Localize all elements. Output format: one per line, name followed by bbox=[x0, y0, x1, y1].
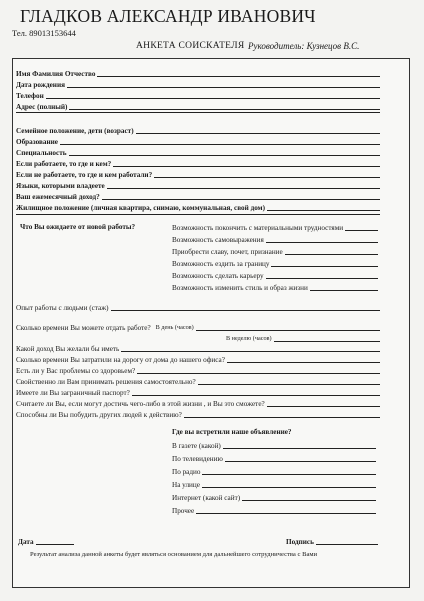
independent-field[interactable] bbox=[198, 384, 380, 385]
address-extra-line[interactable] bbox=[16, 112, 380, 113]
expectation-option-2-label: Возможность самовыражения bbox=[172, 236, 264, 244]
expectation-option-3-label: Приобрести славу, почет, признание bbox=[172, 248, 283, 256]
income-row[interactable] bbox=[16, 190, 380, 201]
signature-row[interactable] bbox=[286, 535, 378, 546]
expectation-option-3-field[interactable] bbox=[285, 254, 378, 255]
full-name-row[interactable] bbox=[16, 67, 380, 78]
specialty-row[interactable] bbox=[16, 146, 380, 157]
passport-row[interactable] bbox=[16, 386, 380, 397]
languages-row[interactable] bbox=[16, 179, 380, 190]
expectation-option-1-label: Возможность покончить с материальными трудностями bbox=[172, 224, 344, 232]
specialty-field[interactable] bbox=[69, 155, 380, 156]
source-newspaper-label: В газете (какой) bbox=[172, 442, 221, 450]
source-internet-label: Интернет (какой сайт) bbox=[172, 494, 241, 502]
expectation-option-5-field[interactable] bbox=[266, 278, 378, 279]
date-field[interactable] bbox=[36, 544, 74, 545]
languages-field[interactable] bbox=[107, 188, 380, 189]
source-street-label: На улице bbox=[172, 481, 200, 489]
work-before-label: Если не работаете, то где и кем работали? bbox=[16, 171, 153, 179]
source-tv-label: По телевидению bbox=[172, 455, 223, 463]
income-field[interactable] bbox=[102, 199, 380, 200]
motivate-label: Способны ли Вы побудить других людей к действию? bbox=[16, 411, 182, 419]
source-radio-label: По радио bbox=[172, 468, 201, 476]
source-other-label: Прочее bbox=[172, 507, 195, 515]
income-label: Ваш ежемесячный доход? bbox=[16, 193, 100, 201]
source-question: Где вы встретили наше объявление? bbox=[172, 428, 292, 436]
source-other-field[interactable] bbox=[196, 513, 376, 514]
education-row[interactable] bbox=[16, 135, 380, 146]
desired-income-label: Какой доход Вы желали бы иметь bbox=[16, 345, 120, 353]
independent-label: Свойственно ли Вам принимать решения самостоятельно? bbox=[16, 378, 196, 386]
phone-row[interactable] bbox=[16, 89, 380, 100]
source-other-row[interactable] bbox=[172, 504, 376, 515]
passport-label: Имеете ли Вы заграничный паспорт? bbox=[16, 389, 130, 397]
phone-field[interactable] bbox=[46, 98, 380, 99]
expectation-option-1[interactable] bbox=[172, 221, 378, 232]
address-label: Адрес (полный) bbox=[16, 103, 68, 111]
expectation-option-4-label: Возможность ездить за границу bbox=[172, 260, 270, 268]
per-week-label: В неделю (часов) bbox=[226, 335, 272, 342]
work-before-field[interactable] bbox=[154, 177, 380, 178]
expectations-question: Что Вы ожидаете от новой работы? bbox=[20, 223, 136, 231]
expectation-option-3[interactable] bbox=[172, 245, 378, 256]
source-radio-row[interactable] bbox=[172, 465, 376, 476]
housing-extra-line[interactable] bbox=[16, 214, 380, 215]
housing-field[interactable] bbox=[267, 210, 380, 211]
signature-field[interactable] bbox=[316, 544, 378, 545]
commute-field[interactable] bbox=[227, 362, 380, 363]
date-label: Дата bbox=[18, 538, 34, 546]
achieve-row[interactable] bbox=[16, 397, 380, 408]
education-field[interactable] bbox=[60, 144, 380, 145]
source-radio-field[interactable] bbox=[202, 474, 376, 475]
motivate-row[interactable] bbox=[16, 408, 380, 419]
passport-field[interactable] bbox=[132, 395, 380, 396]
education-label: Образование bbox=[16, 138, 58, 146]
experience-row[interactable] bbox=[16, 301, 380, 312]
full-name-label: Имя Фамилия Отчество bbox=[16, 70, 96, 78]
desired-income-field[interactable] bbox=[121, 351, 380, 352]
independent-row[interactable] bbox=[16, 375, 380, 386]
phone-label: Телефон bbox=[16, 92, 44, 100]
per-day-label: В день (часов) bbox=[155, 324, 194, 331]
expectation-option-4-field[interactable] bbox=[271, 266, 378, 267]
source-tv-field[interactable] bbox=[225, 461, 376, 462]
date-row[interactable] bbox=[18, 535, 74, 546]
family-row[interactable] bbox=[16, 124, 380, 135]
applicant-name: ГЛАДКОВ АЛЕКСАНДР ИВАНОВИЧ bbox=[20, 6, 316, 26]
time-commitment-row[interactable] bbox=[16, 321, 380, 332]
source-internet-row[interactable] bbox=[172, 491, 376, 502]
per-day-field[interactable] bbox=[196, 330, 380, 331]
commute-label: Сколько времени Вы затратили на дорогу от дома до нашего офиса? bbox=[16, 356, 225, 364]
experience-field[interactable] bbox=[111, 310, 380, 311]
applicant-phone: Тел. 89013153644 bbox=[12, 28, 76, 38]
work-before-row[interactable] bbox=[16, 168, 380, 179]
expectation-option-1-field[interactable] bbox=[345, 230, 378, 231]
work-now-field[interactable] bbox=[113, 166, 380, 167]
expectation-option-5-label: Возможность сделать карьеру bbox=[172, 272, 264, 280]
birth-date-row[interactable] bbox=[16, 78, 380, 89]
housing-row[interactable] bbox=[16, 201, 380, 212]
time-commitment-label: Сколько времени Вы можете отдать работе? bbox=[16, 324, 151, 332]
source-newspaper-field[interactable] bbox=[223, 448, 376, 449]
expectation-option-2[interactable] bbox=[172, 233, 378, 244]
source-street-field[interactable] bbox=[202, 487, 376, 488]
languages-label: Языки, которыми владеете bbox=[16, 182, 105, 190]
family-field[interactable] bbox=[136, 133, 380, 134]
health-row[interactable] bbox=[16, 364, 380, 375]
form-title: АНКЕТА СОИСКАТЕЛЯ bbox=[136, 41, 245, 51]
signature-label: Подпись bbox=[286, 538, 314, 546]
full-name-field[interactable] bbox=[97, 76, 380, 77]
source-newspaper-row[interactable] bbox=[172, 439, 376, 450]
health-label: Есть ли у Вас проблемы со здоровьем? bbox=[16, 367, 136, 375]
birth-date-field[interactable] bbox=[67, 87, 380, 88]
birth-date-label: Дата рождения bbox=[16, 81, 65, 89]
address-row[interactable] bbox=[16, 100, 380, 111]
source-tv-row[interactable] bbox=[172, 452, 376, 463]
manager-name: Руководитель: Кузнецов В.С. bbox=[248, 41, 360, 51]
desired-income-row[interactable] bbox=[16, 342, 380, 353]
motivate-field[interactable] bbox=[184, 417, 380, 418]
expectation-option-6[interactable] bbox=[172, 281, 378, 292]
family-label: Семейное положение, дети (возраст) bbox=[16, 127, 134, 135]
achieve-label: Считаете ли Вы, если могут достичь чего-либо в этой жизни , и Вы это сможете? bbox=[16, 400, 265, 408]
housing-label: Жилищное положение (личная квартира, снимаю, коммунальная, свой дом) bbox=[16, 204, 265, 212]
address-field[interactable] bbox=[69, 109, 380, 110]
commute-row[interactable] bbox=[16, 353, 380, 364]
expectation-option-6-field[interactable] bbox=[310, 290, 378, 291]
expectation-option-2-field[interactable] bbox=[266, 242, 378, 243]
footer-note: Результат анализа данной анкеты будет являться основанием для дальнейшего сотрудничества с Вами bbox=[30, 551, 318, 558]
expectation-option-4[interactable] bbox=[172, 257, 378, 268]
expectation-option-6-label: Возможность изменить стиль и образ жизни bbox=[172, 284, 308, 292]
specialty-label: Специальность bbox=[16, 149, 67, 157]
health-field[interactable] bbox=[137, 373, 380, 374]
source-internet-field[interactable] bbox=[242, 500, 376, 501]
source-street-row[interactable] bbox=[172, 478, 376, 489]
achieve-field[interactable] bbox=[267, 406, 380, 407]
work-now-label: Если работаете, то где и кем? bbox=[16, 160, 112, 168]
expectation-option-5[interactable] bbox=[172, 269, 378, 280]
work-now-row[interactable] bbox=[16, 157, 380, 168]
experience-label: Опыт работы с людьми (стаж) bbox=[16, 304, 109, 312]
